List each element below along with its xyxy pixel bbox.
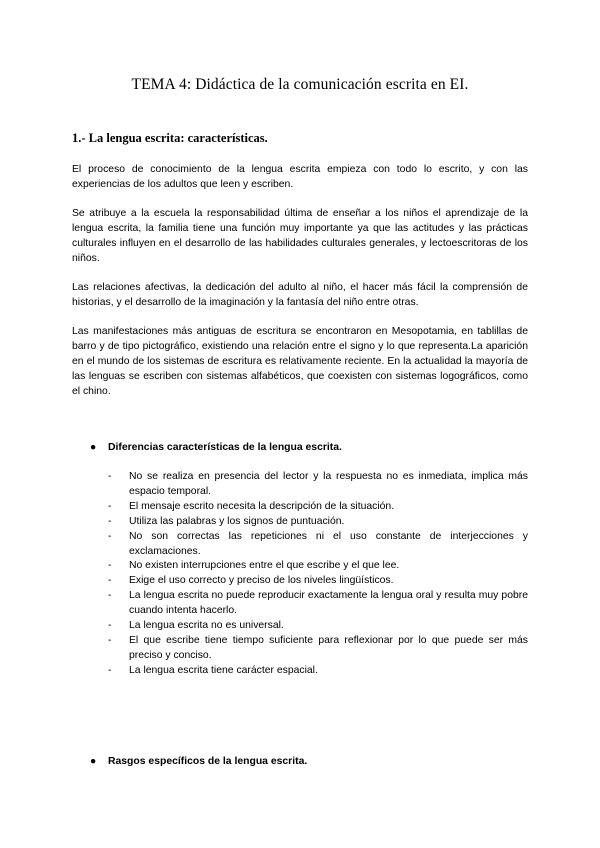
list-item (108, 664, 528, 679)
bullet-dot-icon: ● (90, 442, 97, 453)
dash-icon: - (108, 471, 112, 482)
list-item-text: No son correctas las repeticiones ni el uso constante de interjecciones y exclamaciones. (129, 530, 528, 557)
list-item (108, 634, 528, 664)
paragraph-1: El proceso de conocimiento de la lengua escrita empieza con todo lo escrito, y con las experiencias de los adultos que leen y escriben. (72, 164, 528, 190)
list-item-text: Exige el uso correcto y preciso de los niveles lingüísticos. (129, 575, 394, 587)
paragraph-2: Se atribuye a la escuela la responsabilidad última de enseñar a los niños el aprendizaje de la lengua escrita, la familia tiene una función muy importante ya que las actitudes y las prácticas culturales influyen en el desarrollo de las habilidades culturales generales, y lectoescritoras de los niños. (72, 208, 528, 264)
differences-list (108, 470, 528, 679)
dash-icon: - (108, 664, 112, 676)
list-item (108, 500, 528, 515)
dash-icon: - (108, 620, 112, 632)
bullet-heading-specific-traits (90, 756, 307, 767)
bullet-heading-text: Diferencias características de la lengua escrita. (108, 442, 342, 453)
bullet-heading-differences (90, 442, 342, 453)
dash-icon: - (108, 515, 112, 527)
list-item (108, 619, 528, 634)
list-item-text: El mensaje escrito necesita la descripción de la situación. (129, 500, 395, 512)
list-item (108, 559, 528, 574)
dash-icon: - (108, 500, 112, 512)
list-item-text: La lengua escrita no puede reproducir exactamente la lengua oral y resulta muy pobre cuando intenta hacerlo. (129, 590, 528, 617)
bullet-heading-text: Rasgos específicos de la lengua escrita. (108, 756, 308, 767)
dash-icon: - (108, 560, 112, 572)
list-item (108, 515, 528, 530)
dash-icon: - (108, 634, 112, 646)
list-item-text: Utiliza las palabras y los signos de puntuación. (129, 515, 345, 527)
list-item (108, 470, 528, 500)
dash-icon: - (108, 530, 112, 542)
dash-icon: - (108, 590, 112, 602)
document-title: TEMA 4: Didáctica de la comunicación escrita en EI. (131, 76, 469, 93)
list-item-text: El que escribe tiene tiempo suficiente para reflexionar por lo que puede ser más preciso y conciso. (129, 634, 528, 661)
bullet-dot-icon: ● (90, 756, 97, 767)
list-item (108, 530, 528, 560)
paragraph-3: Las relaciones afectivas, la dedicación del adulto al niño, el hacer más fácil la comprensión de historias, y el desarrollo de la imaginación y la fantasía del niño entre otras. (72, 282, 528, 308)
section-heading: 1.- La lengua escrita: características. (72, 131, 268, 145)
list-item-text: No se realiza en presencia del lector y la respuesta no es inmediata, implica más espacio temporal. (129, 471, 528, 497)
list-item (108, 589, 528, 619)
list-item-text: No existen interrupciones entre el que escribe y el que lee. (129, 560, 400, 572)
list-item (108, 574, 528, 589)
dash-icon: - (108, 575, 112, 587)
list-item-text: La lengua escrita tiene carácter espacial. (129, 664, 318, 676)
list-item-text: La lengua escrita no es universal. (129, 620, 284, 632)
paragraph-4: Las manifestaciones más antiguas de escritura se encontraron en Mesopotamia, en tablillas de barro y de tipo pictográfico, existiendo una relación entre el signo y lo que representa.La aparición en el mundo de los sistemas de escritura es relativamente reciente. En la actualidad la mayoría de las lenguas se escriben con sistemas alfabéticos, que coexisten con sistemas logográficos, como el chino. (72, 326, 528, 397)
